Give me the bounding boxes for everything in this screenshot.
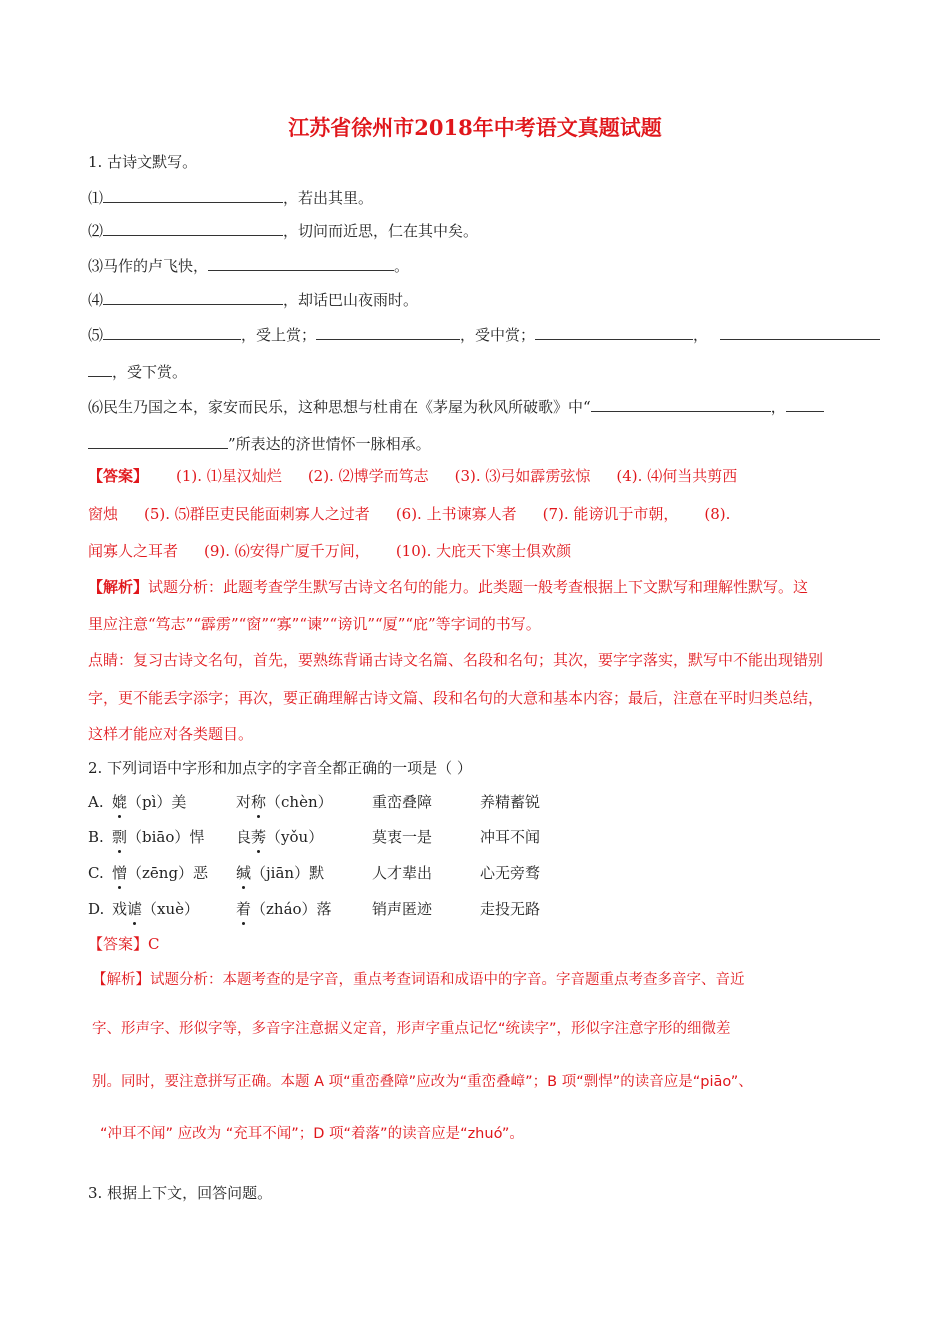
- word-text: 心无旁骛: [480, 864, 541, 882]
- dotted-char: 着: [236, 900, 252, 918]
- word-text: 重峦叠障: [372, 793, 433, 811]
- pinyin-text: （zháo）落: [251, 900, 332, 918]
- answer-blank[interactable]: [88, 434, 228, 449]
- pinyin-text: （chèn）: [266, 793, 333, 811]
- answer-blank[interactable]: [535, 325, 693, 340]
- answer-item: (6). 上书谏寡人者: [395, 505, 517, 523]
- item-text: ，却话巴山夜雨时。: [283, 291, 419, 309]
- pinyin-text: （xuè）: [142, 900, 200, 918]
- item-text: 。: [394, 257, 410, 275]
- word-text: 养精蓄锐: [480, 793, 541, 811]
- word-text: 人才辈出: [372, 864, 433, 882]
- q1-analysis-line-1: [88, 577, 808, 597]
- q3-stem: 3. 根据上下文，回答问题。: [88, 1184, 273, 1202]
- item-text: ”所表达的济世情怀一脉相承。: [228, 435, 431, 453]
- item-number: ⑴: [88, 189, 104, 207]
- answer-blank[interactable]: [591, 397, 771, 412]
- answer-blank[interactable]: [103, 290, 283, 305]
- q2-stem: 2. 下列词语中字形和加点字的字音全都正确的一项是（ ）: [88, 759, 472, 777]
- answer-item: (1). ⑴星汉灿烂: [176, 467, 282, 485]
- item-text: ，切问而近思，仁在其中矣。: [283, 222, 479, 240]
- document-title: 江苏省徐州市2018年中考语文真题试题: [288, 115, 662, 140]
- word-text: 莫衷一是: [372, 828, 433, 846]
- answer-item: (5). ⑸群臣吏民能面刺寡人之过者: [144, 505, 370, 523]
- q1-item-4: [88, 290, 418, 310]
- pinyin-text: （biāo）悍: [127, 828, 205, 846]
- dotted-char: 憎: [112, 864, 128, 882]
- item-number: ⑷: [88, 291, 104, 309]
- q1-answer-line-2: [88, 504, 730, 524]
- answer-blank[interactable]: [208, 256, 394, 271]
- q1-item-6-cont: [88, 434, 431, 454]
- answer-blank[interactable]: [88, 362, 112, 377]
- answer-blank[interactable]: [103, 325, 241, 340]
- pinyin-text: （pì）美: [127, 793, 187, 811]
- dotted-char: 谑: [127, 900, 143, 918]
- option-label: A.: [88, 793, 104, 811]
- word-text: 冲耳不闻: [480, 828, 541, 846]
- answer-blank[interactable]: [720, 325, 880, 340]
- q1-item-5: [88, 325, 880, 345]
- item-text: 民生乃国之本，家安而民乐，这种思想与杜甫在《茅屋为秋风所破歌》中“: [103, 398, 591, 416]
- word-text: 销声匿迹: [372, 900, 433, 918]
- q2-answer: 【答案】C: [88, 935, 160, 953]
- option-label: C.: [88, 864, 104, 882]
- q1-analysis-line-2: 里应注意“笃志”“霹雳”“窗”“寡”“谏”“谤讥”“厦”“庇”等字词的书写。: [88, 615, 541, 633]
- q1-tip-line-1: 点睛：复习古诗文名句，首先，要熟练背诵古诗文名篇、名段和名句；其次，要字字落实，默写中不能出现错别: [88, 651, 824, 669]
- q2-analysis-line-2: 字、形声字、形似字等，多音字注意据义定音，形声字重点记忆“统读字”，形似字注意字形的细微差: [92, 1021, 731, 1037]
- word-text: 戏: [112, 900, 128, 918]
- word-text: 良: [236, 828, 252, 846]
- q1-item-2: [88, 221, 478, 241]
- item-number: ⑶: [88, 257, 104, 275]
- q2-analysis-line-1: 【解析】试题分析：本题考查的是字音，重点考查词语和成语中的字音。字音题重点考查多音字、音近: [92, 972, 745, 988]
- item-text: ，受中赏；: [460, 326, 536, 344]
- item-text: ，: [770, 398, 786, 416]
- answer-blank[interactable]: [103, 188, 283, 203]
- dotted-char: 媲: [112, 793, 128, 811]
- answer-label: 【答案】: [88, 467, 149, 485]
- answer-item: (4). ⑷何当共剪西: [616, 467, 738, 485]
- answer-item: 闻寡人之耳者: [88, 542, 179, 560]
- answer-item: (8).: [704, 505, 731, 523]
- word-text: 走投无路: [480, 900, 541, 918]
- answer-blank[interactable]: [103, 221, 283, 236]
- answer-item: (3). ⑶弓如霹雳弦惊: [454, 467, 591, 485]
- option-label: D.: [88, 900, 105, 918]
- pinyin-text: （jiān）默: [251, 864, 325, 882]
- q1-tip-line-3: 这样才能应对各类题目。: [88, 725, 254, 743]
- q1-item-1: [88, 188, 373, 208]
- pinyin-text: （yǒu）: [266, 828, 324, 846]
- answer-item: 窗烛: [88, 505, 119, 523]
- answer-item: (2). ⑵博学而笃志: [307, 467, 429, 485]
- q1-item-5-cont: [88, 362, 187, 382]
- q1-item-6: [88, 397, 824, 417]
- q1-answer-line-1: [88, 466, 737, 486]
- q2-analysis-line-4: “冲耳不闻” 应改为 “充耳不闻”；D 项“着落”的读音应是“zhuó”。: [100, 1126, 524, 1142]
- q2-analysis-line-3: 别。同时，要注意拼写正确。本题 A 项“重峦叠障”应改为“重峦叠嶂”；B 项“剽悍”的读音应是“piāo”、: [92, 1074, 753, 1090]
- item-text: 马作的卢飞快，: [103, 257, 209, 275]
- item-text: ，若出其里。: [283, 189, 374, 207]
- analysis-label: 【解析】: [88, 578, 149, 596]
- q1-tip-line-2: 字，更不能丢字添字；再次，要正确理解古诗文篇、段和名句的大意和基本内容；最后，注意在平时归类总结，: [88, 689, 824, 707]
- item-text: ，受下赏。: [112, 363, 188, 381]
- dotted-char: 莠: [251, 828, 267, 846]
- answer-item: (10). 大庇天下寒士俱欢颜: [395, 542, 572, 560]
- answer-blank[interactable]: [786, 397, 824, 412]
- item-number: ⑹: [88, 398, 104, 416]
- dotted-char: 称: [251, 793, 267, 811]
- answer-item: (7). 能谤讥于市朝，: [542, 505, 679, 523]
- item-number: ⑵: [88, 222, 104, 240]
- word-text: 对: [236, 793, 252, 811]
- dotted-char: 剽: [112, 828, 128, 846]
- analysis-text: 试题分析：此题考查学生默写古诗文名句的能力。此类题一般考查根据上下文默写和理解性默写。这: [148, 578, 809, 596]
- item-text: ，受上赏；: [241, 326, 317, 344]
- q1-item-3: [88, 256, 409, 276]
- q1-stem: 1. 古诗文默写。: [88, 153, 198, 171]
- item-number: ⑸: [88, 326, 104, 344]
- q1-answer-line-3: [88, 541, 571, 561]
- answer-item: (9). ⑹安得广厦千万间，: [204, 542, 370, 560]
- pinyin-text: （zēng）恶: [127, 864, 209, 882]
- dotted-char: 缄: [236, 864, 252, 882]
- option-label: B.: [88, 828, 104, 846]
- item-text: ，: [693, 326, 709, 344]
- answer-blank[interactable]: [316, 325, 460, 340]
